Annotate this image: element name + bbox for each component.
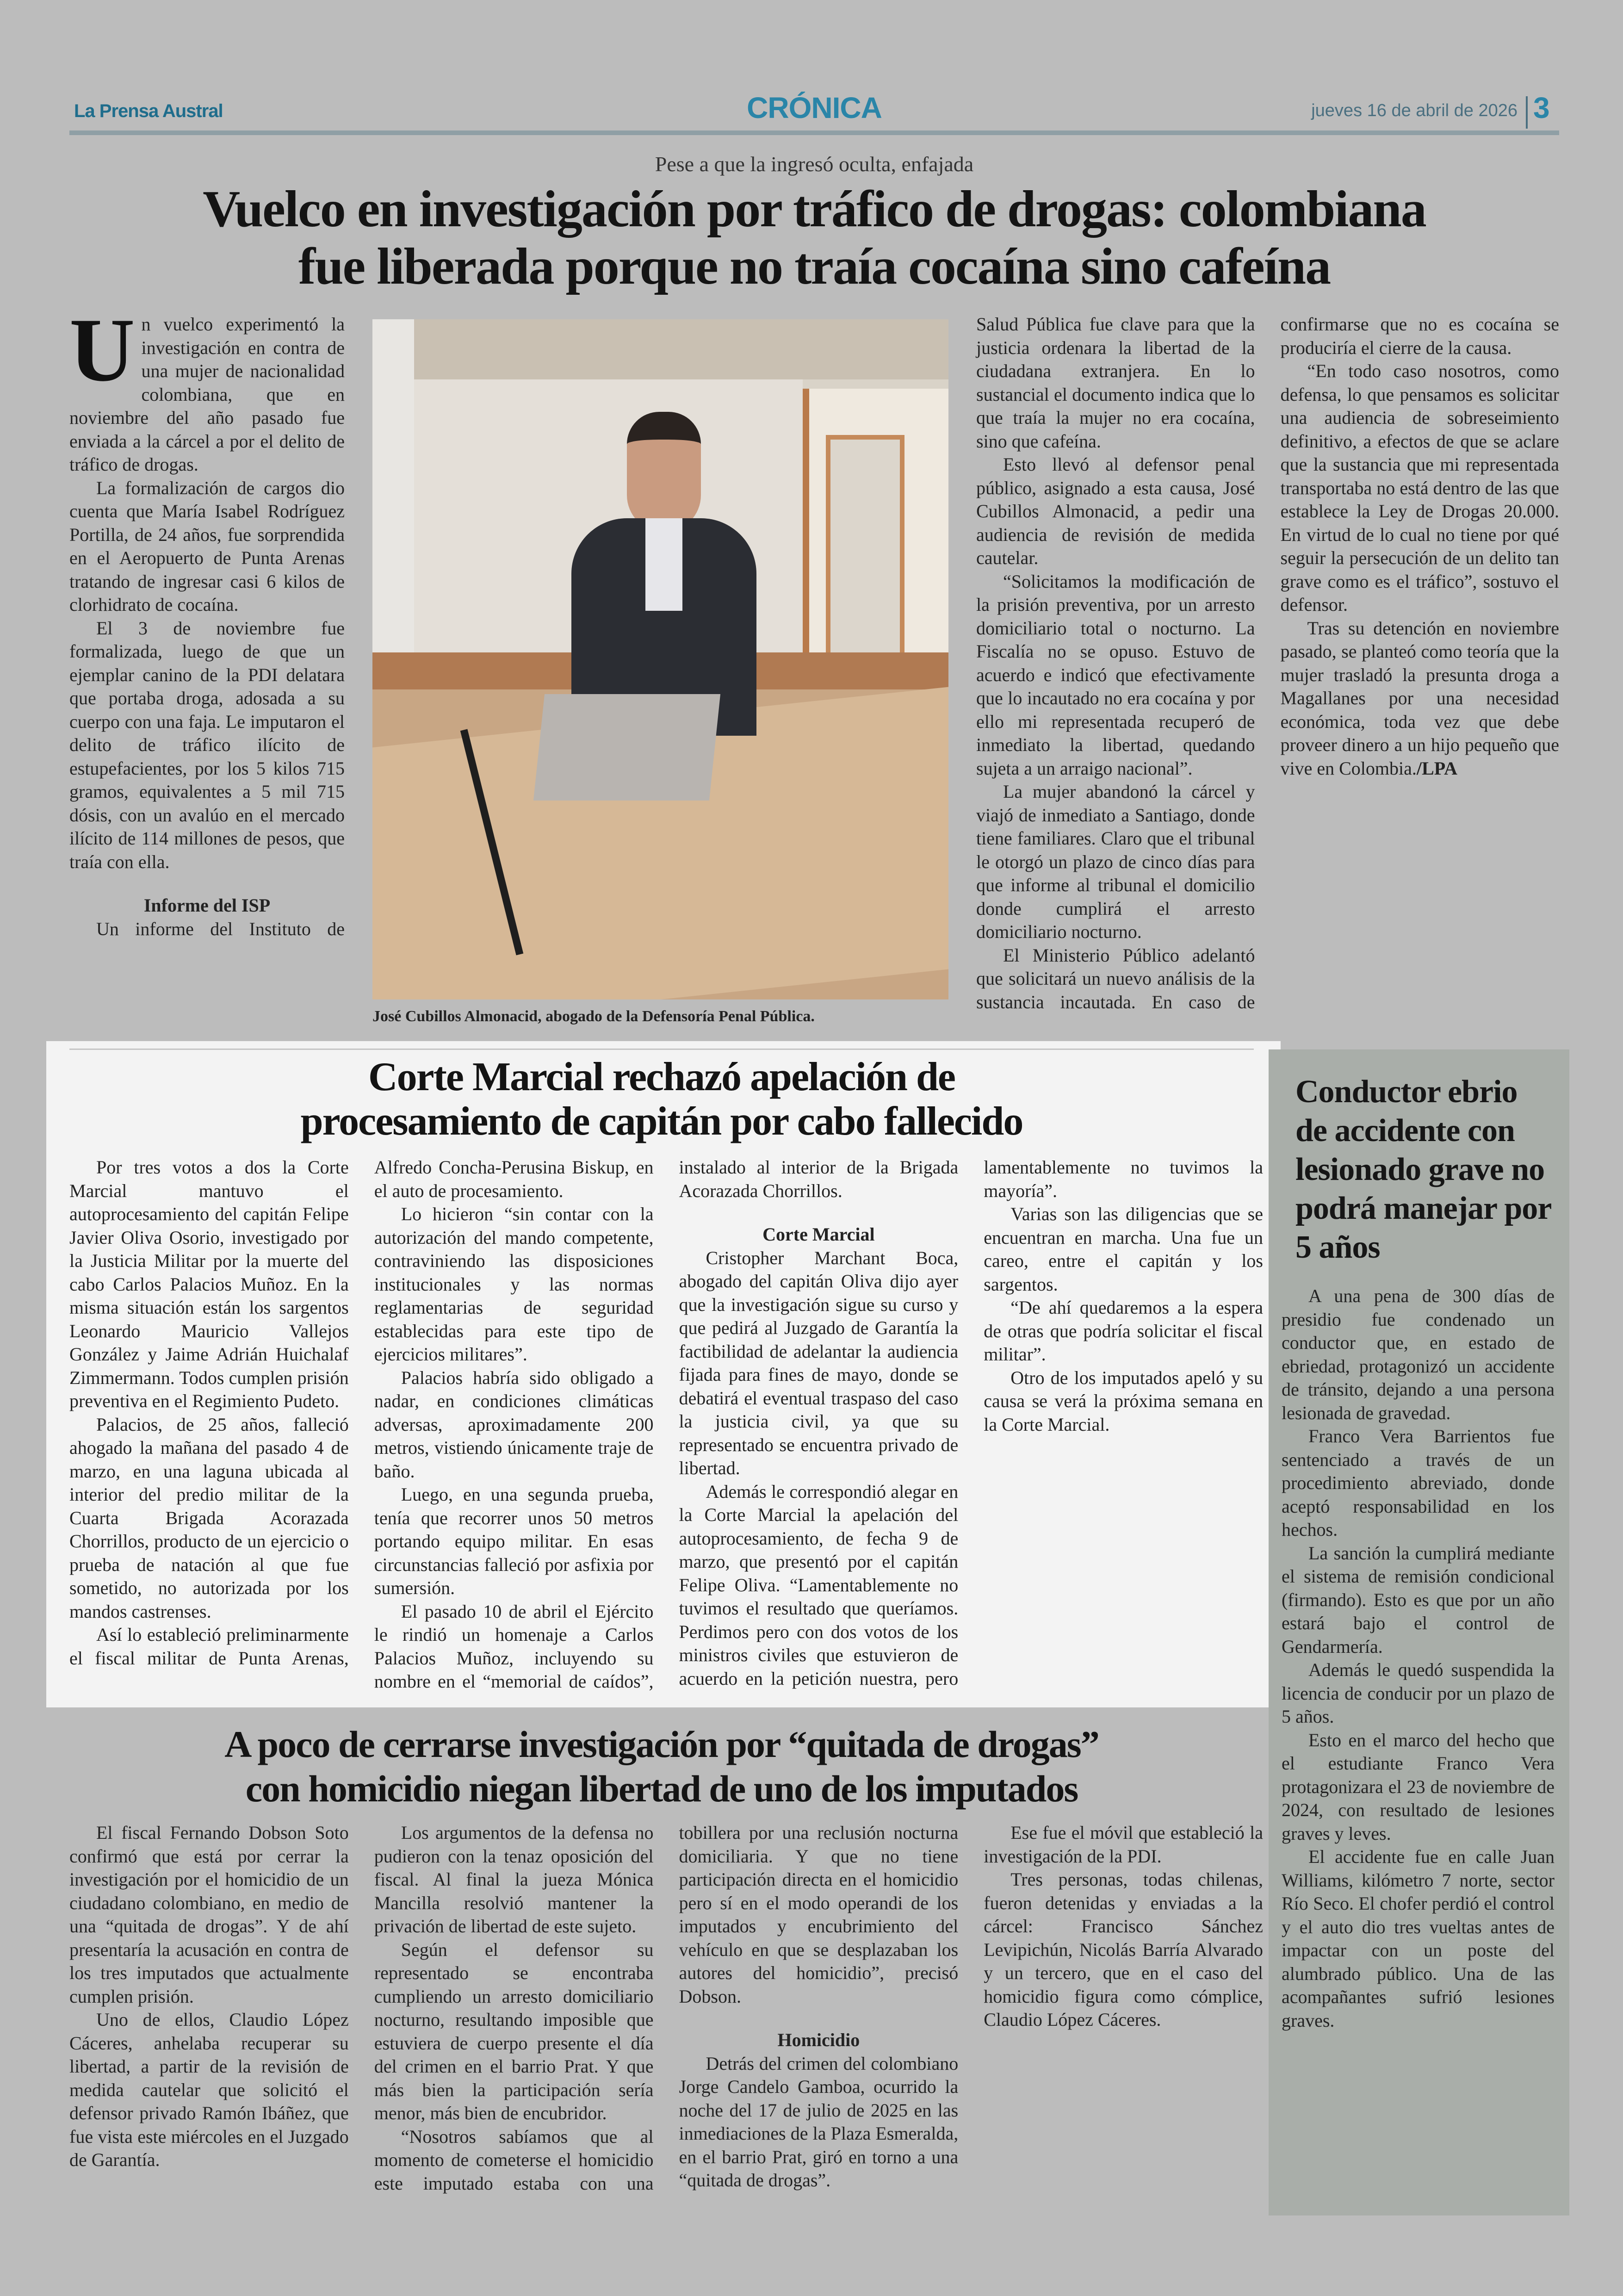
paragraph: n vuelco experimentó la investigación en contra de una mujer de nacionalidad colombiana, que en noviembre del año pasado fue enviada a la cárcel a por el delito de tráfico de drogas. (69, 314, 345, 475)
article-photo (372, 319, 948, 999)
article1-continuation (976, 313, 1559, 1035)
paragraph: Tras su detención en noviembre pasado, se planteó como teoría que la mujer trasladó la presunta droga a Magallanes por una necesidad económica, toda vez que debe proveer dinero a un hijo pequeño que vive en Colombia./LPA (1280, 617, 1559, 779)
person (558, 412, 770, 736)
paragraph: Uno de ellos, Claudio López Cáceres, anhelaba recuperar su libertad, a partir de la revisión de medida cautelar que solicitó el defensor privado Ramón Ibáñez, que fue vista este miércoles en el Juzgado de Garantía. (69, 2009, 349, 2170)
paragraph: El Ministerio Público adelantó que solicitará un nuevo análisis de la sustancia incautada. En caso de confirmarse que no es cocaína se produciría el cierre de la causa. (976, 314, 1559, 1012)
article3-headline (69, 1722, 1254, 1811)
paragraph: Tres personas, todas chilenas, fueron detenidas y enviadas a la cárcel: Francisco Sánchez Levipichún, Nicolás Barría Alvarado y un tercero, que en el caso del homicidio figura como cómplice, Claudio López Cáceres. (984, 1869, 1263, 2030)
paragraph: La mujer abandonó la cárcel y viajó de inmediato a Santiago, donde tiene familiares. Claro que el tribunal le otorgó un plazo de cinco días para que informe al tribunal el domicilio donde cumplirá el arresto domiciliario nocturno. (976, 781, 1255, 942)
laptop (533, 694, 720, 800)
headline-line: A poco de cerrarse investigación por “quitada de drogas” (224, 1723, 1099, 1765)
article3-body (69, 1821, 1263, 2215)
headline-line: fue liberada porque no traía cocaína sino cafeína (298, 238, 1331, 295)
paragraph: El 3 de noviembre fue formalizada, luego de que un ejemplar canino de la PDI delatara que portaba droga, adosada a su cuerpo con una faja. Le imputaron el delito de tráfico ilícito de estupefacientes, por los 5 kilos 715 gramos, equivalentes a 5 mil 715 dósis, con un avalúo en el mercado ilícito de 114 millones de pesos, que traía con ella. (69, 617, 345, 872)
paragraph: La sanción la cumplirá mediante el sistema de remisión condicional (firmando). Esto es que por un año estará bajo el control de Gendarmería. (1282, 1542, 1555, 1657)
paragraph: Además le quedó suspendida la licencia de conducir por un plazo de 5 años. (1282, 1659, 1555, 1727)
headline-line: Vuelco en investigación por tráfico de drogas: colombiana (203, 180, 1426, 238)
paragraph: Otro de los imputados apeló y su causa se verá la próxima semana en la Corte Marcial. (984, 1367, 1263, 1435)
headline-line: procesamiento de capitán por cabo fallecido (300, 1099, 1023, 1144)
sidebar-body (1282, 1285, 1555, 2032)
header-divider (1526, 96, 1528, 129)
headline-line: Corte Marcial rechazó apelación de (368, 1055, 955, 1099)
sidebar-headline: Conductor ebrio de accidente con lesionado grave no podrá manejar por 5 años (1295, 1074, 1551, 1265)
section-title: CRÓNICA (747, 91, 882, 124)
paragraph: Palacios habría sido obligado a nadar, en condiciones climáticas adversas, aproximadamente 200 metros, vistiendo únicamente traje de baño. (374, 1367, 654, 1482)
author-signature: /LPA (1416, 757, 1458, 779)
page-number: 3 (1533, 91, 1550, 124)
paragraph: Por tres votos a dos la Corte Marcial mantuvo el autoprocesamiento del capitán Felipe Javier Oliva Osorio, investigado por la Justicia Militar por la muerte del cabo Carlos Palacios Muñoz. En la misma situación están los sargentos Leonardo Mauricio Vallejos González y Jaime Adrián Huichalaf Zimmermann. Todos cumplen prisión preventiva en el Regimiento Pudeto. (69, 1157, 349, 1411)
subheading: Homicidio (777, 2029, 860, 2050)
paragraph: El accidente fue en calle Juan Williams, kilómetro 7 norte, sector Río Seco. El chofer perdió el control y el auto dio tres vueltas antes de impactar con un poste del alumbrado público. Una de las acompañantes sufrió lesiones graves. (1282, 1846, 1555, 2031)
paragraph: “En todo caso nosotros, como defensa, lo que pensamos es solicitar una audiencia de sobreseimiento definitivo, a efectos de que se aclare que la sustancia que mi representada transportaba no está dentro de las que establece la Ley de Drogas 20.000. En virtud de lo cual no tiene por qué seguir la persecución de un delito tan grave como es el tráfico”, sostuvo el defensor. (1280, 360, 1559, 615)
paragraph: Lo hicieron “sin contar con la autorización del mando competente, contraviniendo las disposiciones institucionales y las normas reglamentarias de seguridad establecidas para este tipo de ejercicios militares”. (374, 1204, 654, 1365)
paragraph: El pasado 10 de abril el Ejército le rindió un homenaje a Carlos Palacios Muñoz, incluyendo su nombre en el “memorial de caídos”, instalado al interior de la Brigada Acorazada Chorrillos. (374, 1157, 959, 1692)
paragraph: Palacios, de 25 años, falleció ahogado la mañana del pasado 4 de marzo, en una laguna ubicada al interior del predio militar de la Cuarta Brigada Acorazada Chorrillos, producto de un ejercicio o prueba de natación al que fue sometido, no autorizada por los mandos castrenses. (69, 1414, 349, 1622)
newspaper-brand: La Prensa Austral (74, 101, 223, 121)
paragraph: La formalización de cargos dio cuenta que María Isabel Rodríguez Portilla, de 24 años, fue sorprendida en el Aeropuerto de Punta Arenas tratando de ingresar casi 6 kilos de clorhidrato de cocaína. (69, 477, 345, 615)
article2-body (69, 1156, 1263, 1697)
paragraph: “De ahí quedaremos a la espera de otras que podría solicitar el fiscal militar”. (984, 1297, 1263, 1365)
paragraph: Cristopher Marchant Boca, abogado del capitán Oliva dijo ayer que la investigación sigue su curso y que pedirá al Juzgado de Garantía la factibilidad de adelantar la audiencia fijada para fines de mayo, donde se debatirá el eventual traspaso del caso la justicia civil, ya que su representado se encuentra privado de libertad. (679, 1247, 959, 1478)
paragraph: A una pena de 300 días de presidio fue condenado un conductor que, en estado de ebriedad, protagonizó un accidente de tránsito, dejando a una persona lesionada de gravedad. (1282, 1285, 1555, 1423)
photo-caption: José Cubillos Almonacid, abogado de la Defensoría Penal Pública. (372, 1008, 815, 1025)
paragraph: Así lo estableció preliminarmente el fiscal militar de Punta Arenas, Alfredo Concha-Perusina Biskup, en el auto de procesamiento. (69, 1157, 654, 1669)
paragraph: Salud Pública fue clave para que la justicia ordenara la libertad de la ciudadana extranjera. En lo sustancial el documento indica que lo que traía la mujer no era cocaína, sino que cafeína. (976, 314, 1255, 452)
paragraph: Ese fue el móvil que estableció la investigación de la PDI. (984, 1822, 1263, 1867)
paragraph: Los argumentos de la defensa no pudieron con la tenaz oposición del fiscal. Al final la jueza Mónica Mancilla resolvió mantener la privación de libertad de este sujeto. (374, 1822, 654, 1936)
paragraph: “Solicitamos la modificación de la prisión preventiva, por un arresto domiciliario total o nocturno. La Fiscalía no se opuso. Estuvo de acuerdo e indicó que efectivamente que lo incautado no era cocaína y por ello mi representada recuperó de inmediato la libertad, quedando sujeta a un arraigo nacional”. (976, 571, 1255, 779)
header-rule (69, 130, 1559, 135)
subheading: Informe del ISP (143, 895, 271, 916)
divider (69, 1049, 1254, 1050)
paragraph-list (1282, 1285, 1555, 2032)
subheading: Corte Marcial (762, 1224, 875, 1245)
paragraph: Luego, en una segunda prueba, tenía que recorrer unos 50 metros portando equipo militar. En esas circunstancias falleció por asfixia por sumersión. (374, 1484, 654, 1598)
paragraph: “Nosotros sabíamos que al momento de cometerse el homicidio este imputado estaba con una tobillera por una reclusión nocturna domiciliaria. Y que no tiene participación directa en el homicidio pero sí en el modo operandi de los imputados y encubrimiento del vehículo en que se desplazaban los autores del homicidio”, precisó Dobson. (374, 1822, 959, 2194)
paragraph: Esto llevó al defensor penal público, asignado a esta causa, José Cubillos Almonacid, a pedir una audiencia de revisión de medida cautelar. (976, 454, 1255, 568)
article1-kicker: Pese a que la ingresó oculta, enfajada (655, 152, 974, 176)
paragraph: Franco Vera Barrientos fue sentenciado a través de un procedimiento abreviado, donde aceptó responsabilidad en los hechos. (1282, 1426, 1555, 1540)
headline-line: con homicidio niegan libertad de uno de los imputados (245, 1768, 1078, 1810)
paragraph: El fiscal Fernando Dobson Soto confirmó que está por cerrar la investigación por el homicidio de un ciudadano colombiano, en medio de una “quitada de drogas”. Y de ahí presentaría la acusación en contra de los tres imputados que actualmente cumplen prisión. (69, 1822, 349, 2007)
drop-cap: U (69, 300, 135, 400)
article2-headline (69, 1055, 1254, 1144)
paragraph: Esto en el marco del hecho que el estudiante Franco Vera protagonizara el 23 de noviembre de 2024, con resultado de lesiones graves y leves. (1282, 1729, 1555, 1844)
paragraph: Según el defensor su representado se encontraba cumpliendo un arresto domiciliario nocturno, resultando imposible que estuviera de cuerpo presente el día del crimen en el barrio Prat. Y que más bien la participación sería menor, más bien de encubridor. (374, 1939, 654, 2123)
paragraph: Además le correspondió alegar en la Corte Marcial la apelación del autoprocesamiento, de fecha 9 de marzo, que presentó por el capitán Felipe Oliva. “Lamentablemente no tuvimos el resultado que queríamos. Perdimos pero con dos votos de los ministros civiles que estuvieron de acuerdo en la petición nuestra, pero lamentablemente no tuvimos la mayoría”. (679, 1157, 1263, 1689)
article1-headline (69, 180, 1559, 295)
paragraph: Un informe del Instituto de (96, 918, 345, 939)
issue-date: jueves 16 de abril de 2026 (1311, 101, 1518, 120)
paragraph: Detrás del crimen del colombiano Jorge Candelo Gamboa, ocurrido la noche del 17 de julio de 2025 en las inmediaciones de la Plaza Esmeralda, en el barrio Prat, giró en torno a una “quitada de drogas”. (679, 2053, 959, 2191)
paragraph: Varias son las diligencias que se encuentran en marcha. Una fue un careo, entre el capitán y los sargentos. (984, 1204, 1263, 1295)
article1-column-1 (69, 300, 345, 941)
paragraph-list (976, 313, 1559, 1035)
